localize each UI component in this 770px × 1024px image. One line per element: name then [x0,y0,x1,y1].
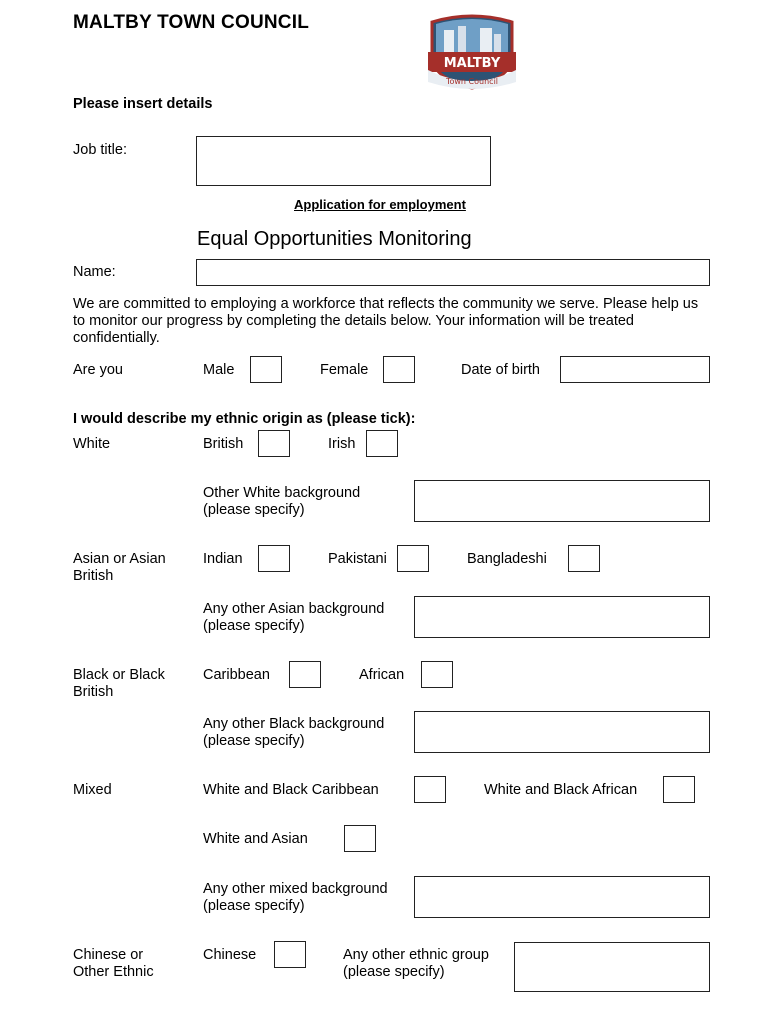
asian-group-label: Asian or Asian British [73,551,166,584]
other-black-input[interactable] [414,711,710,753]
indian-label: Indian [203,551,243,567]
british-label: British [203,436,244,452]
male-label: Male [203,362,235,378]
council-logo [424,12,520,90]
white-black-african-label: White and Black African [484,782,638,798]
white-asian-checkbox[interactable] [344,825,376,852]
name-input[interactable] [196,259,710,286]
british-checkbox[interactable] [258,430,290,457]
council-name: MALTBY TOWN COUNCIL [73,12,310,33]
african-label: African [359,667,405,683]
chinese-checkbox[interactable] [274,941,306,968]
chinese-label: Chinese [203,947,257,963]
other-mixed-label: Any other mixed background (please specify) [203,881,388,914]
other-ethnic-label: Any other ethnic group (please specify) [343,947,489,980]
other-ethnic-input[interactable] [514,942,710,992]
details-heading: Please insert details [73,96,213,112]
job-title-label: Job title: [73,142,127,158]
other-asian-input[interactable] [414,596,710,638]
african-checkbox[interactable] [421,661,453,688]
female-checkbox[interactable] [383,356,415,383]
white-asian-label: White and Asian [203,831,308,847]
caribbean-label: Caribbean [203,667,270,683]
irish-checkbox[interactable] [366,430,398,457]
other-black-label: Any other Black background (please specify) [203,716,385,749]
name-label: Name: [73,264,116,280]
intro-text: We are committed to employing a workforce that reflects the community we serve. Please help us to monitor our progress by completing the details below. Your information will be treated confidentially. [73,296,699,346]
pakistani-label: Pakistani [328,551,387,567]
male-checkbox[interactable] [250,356,282,383]
mixed-group-label: Mixed [73,782,112,798]
bangladeshi-label: Bangladeshi [467,551,547,567]
job-title-input[interactable] [196,136,491,186]
white-black-caribbean-label: White and Black Caribbean [203,782,379,798]
maltby-crest-icon [424,12,520,90]
other-mixed-input[interactable] [414,876,710,918]
ethnic-heading: I would describe my ethnic origin as (please tick): [73,411,416,427]
form-title: Equal Opportunities Monitoring [197,228,472,250]
form-subtitle: Application for employment [294,197,466,212]
other-white-label: Other White background (please specify) [203,485,361,518]
indian-checkbox[interactable] [258,545,290,572]
other-white-input[interactable] [414,480,710,522]
white-black-caribbean-checkbox[interactable] [414,776,446,803]
white-black-african-checkbox[interactable] [663,776,695,803]
female-label: Female [320,362,369,378]
are-you-label: Are you [73,362,123,378]
chinese-group-label: Chinese or Other Ethnic [73,947,154,980]
white-group-label: White [73,436,111,452]
logo-subtitle: Town Council [445,77,499,86]
pakistani-checkbox[interactable] [397,545,429,572]
irish-label: Irish [328,436,356,452]
bangladeshi-checkbox[interactable] [568,545,600,572]
caribbean-checkbox[interactable] [289,661,321,688]
other-asian-label: Any other Asian background (please specify) [203,601,385,634]
logo-name: MALTBY [443,56,501,71]
black-group-label: Black or Black British [73,667,165,700]
dob-input[interactable] [560,356,710,383]
dob-label: Date of birth [461,362,540,378]
